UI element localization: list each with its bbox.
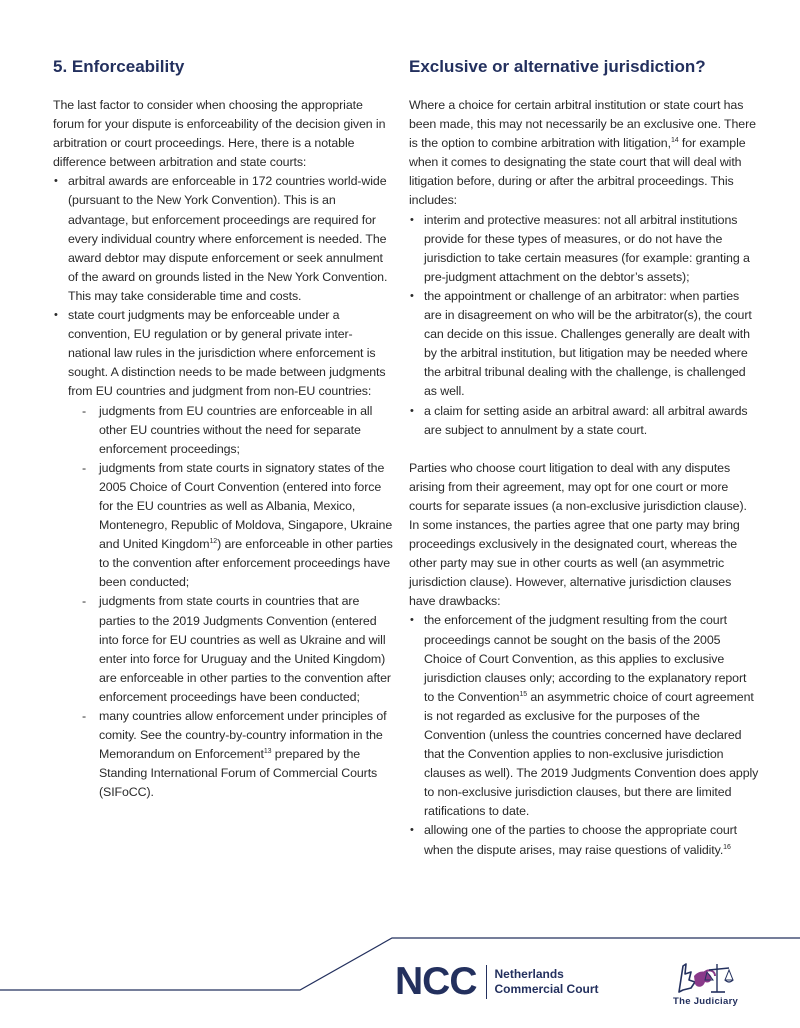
includes-list (409, 211, 759, 440)
footnote-ref[interactable]: 14 (670, 137, 679, 145)
left-column (53, 56, 393, 802)
judiciary-label: The Judiciary (673, 996, 739, 1007)
paragraph-text: Where a choice for certain arbitral institution or state court has been made, this may not necessarily be an exclusive one. There is the option to combine arbitration with litigation, (409, 98, 756, 151)
drawbacks-list (409, 611, 759, 859)
bullet-text: allowing one of the parties to choose the appropriate court when the dispute arises, may raise questions of validity. (424, 823, 738, 857)
paragraph-text: for example when it comes to designating the state court that will deal with litigation before, during or after the arbitral proceedings. This includes: (409, 136, 746, 208)
bullet-state-court-judgments (53, 306, 393, 802)
ncc-logo-mark: NCC (395, 960, 477, 1003)
bullet-setting-aside: • a claim for setting aside an arbitral award: all arbitral awards are subject to annulment by a state court. (409, 402, 759, 440)
bullet-state-court-text: state court judgments may be enforceable under a convention, EU regulation or by general private inter-national law rules in the jurisdiction where enforcement is sought. A distinction needs to be made between judgments from EU countries and judgment from non-EU countries: (68, 308, 386, 399)
dash-item-text: ) are enforceable in other parties to the convention after enforcement proceedings have been conducted; (99, 537, 393, 590)
bullet-interim-measures: • interim and protective measures: not all arbitral institutions provide for these types of measures, or do not have the jurisdiction to take certain measures (for example: granting a pre-judgment attachment on the debtor’s assets); (409, 211, 759, 287)
bullet-arbitral-awards: • arbitral awards are enforceable in 172 countries world-wide (pursuant to the New York Convention). This is an advantage, but enforcement proceedings are required for every individual country where enforcement is needed. The award debtor may dispute enforcement or seek annulment of the award on grounds listed in the New York Convention. This may take considerable time and costs. (53, 172, 393, 306)
ncc-logo-text (495, 967, 599, 997)
footnote-ref[interactable]: 15 (519, 690, 528, 698)
bullet-enforcement-drawback (409, 611, 759, 821)
bullet-text: an asymmetric choice of court agreement is not regarded as exclusive for the purposes of the Convention (unless the countries concerned have declared that the Convention applies to non-exclusive jurisdiction clauses as well). The 2019 Judgments Convention does apply to non-exclusive jurisdiction clauses, but there are limited ratifications to date. (424, 689, 759, 819)
dash-item-text: judgments from state courts in signatory states of the 2005 Choice of Court Convention (entered into force for the EU countries as well as Albania, Mexico, Montenegro, Republic of Moldova, Singapore, Ukraine and United Kingdom (99, 460, 393, 552)
ncc-logo-line2: Commercial Court (494, 982, 599, 996)
bullet-arbitrator-appointment: • the appointment or challenge of an arbitrator: when parties are in disagreement on who will be the arbitrator(s), the court can decide on this issue. Challenges generally are dealt with by the arbitral institution, but litigation may be needed where the arbitral tribunal dealing with the challenge, is challenged as well. (409, 287, 759, 402)
judgments-sublist (68, 402, 393, 803)
footnote-ref[interactable]: 13 (263, 748, 272, 756)
footnote-ref[interactable]: 12 (209, 538, 218, 546)
enforceability-intro: The last factor to consider when choosing the appropriate forum for your dispute is enforceability of the decision given in arbitration or court proceedings. Here, there is a notable difference between arbitration and state courts: (53, 98, 386, 170)
ncc-logo-line1: Netherlands (494, 967, 564, 981)
dash-item-eu: - judgments from EU countries are enforceable in all other EU countries without the need for separate enforcement proceedings; (68, 402, 393, 459)
dash-item-2019-convention: - judgments from state courts in countries that are parties to the 2019 Judgments Convention (entered into force for EU countries as well as Ukraine and will enter into force for Uruguay and the United Kingdom) are enforceable in other parties to the convention after enforcement proceedings have been conducted; (68, 592, 393, 707)
dash-item-2005-convention (68, 459, 393, 593)
alternative-jurisdiction-paragraph: Parties who choose court litigation to deal with any disputes arising from their agreement, may opt for one court or more courts for separate issues (a non-exclusive jurisdiction clause). In some instances, the parties agree that one party may bring proceedings exclusively in the designated court, whereas the other party may sue in other courts as well (an asymmetric jurisdiction clause). However, alternative jurisdiction clauses have drawbacks: (409, 460, 747, 609)
footnote-ref[interactable]: 16 (723, 843, 731, 851)
bullet-text: the enforcement of the judgment resulting from the court proceedings cannot be sought on the basis of the 2005 Choice of Court Convention, as this applies to exclusive jurisdiction clauses only; according to the explanatory report to the Convention (424, 613, 747, 704)
ncc-logo-divider (486, 965, 487, 999)
right-column (409, 56, 759, 860)
bullet-validity-drawback (409, 821, 759, 859)
section-heading-jurisdiction: Exclusive or alternative jurisdiction? (409, 57, 706, 76)
dash-item-comity (68, 707, 393, 802)
enforceability-list (53, 172, 393, 802)
jurisdiction-intro (409, 96, 759, 211)
section-heading-enforceability: 5. Enforceability (53, 57, 185, 76)
dash-item-text: prepared by the Standing International Forum of Commercial Courts (SIFoCC). (99, 747, 378, 800)
dash-item-text: many countries allow enforcement under principles of comity. See the country-by-country information in the Memorandum on Enforcement (99, 709, 387, 762)
ncc-logo (395, 962, 599, 1002)
